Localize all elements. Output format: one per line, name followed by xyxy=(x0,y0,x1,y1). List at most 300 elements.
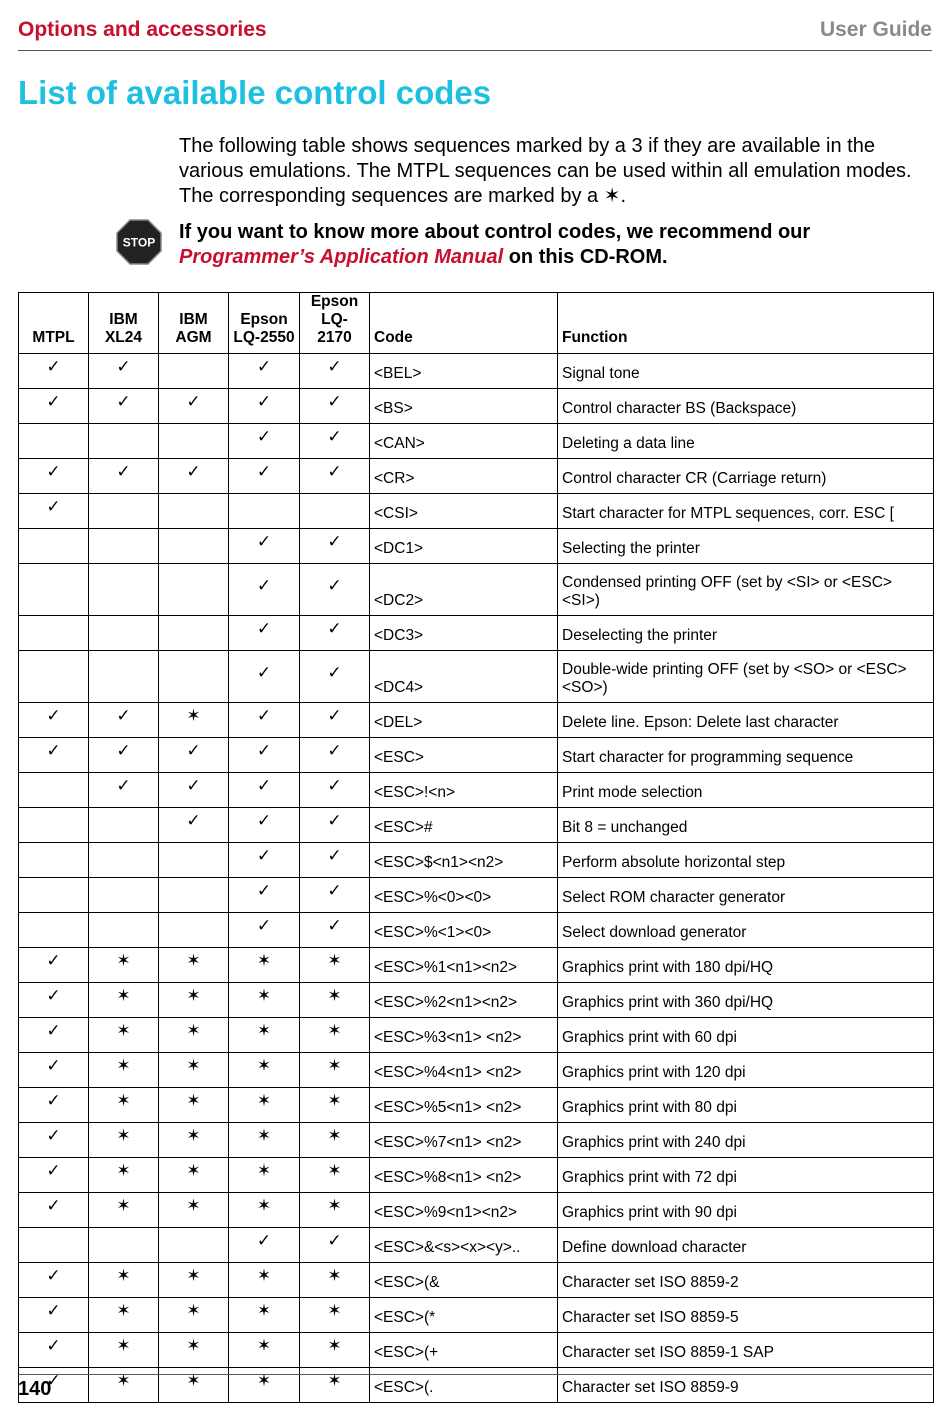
cell-code: <BS> xyxy=(370,389,558,424)
cell-function: Character set ISO 8859-2 xyxy=(558,1263,934,1298)
cell-function: Character set ISO 8859-9 xyxy=(558,1368,934,1403)
availability-mark: ✓ xyxy=(256,427,272,446)
cell-mtpl xyxy=(19,494,89,529)
availability-mark: ✶ xyxy=(256,1056,272,1075)
cell-function: Control character CR (Carriage return) xyxy=(558,459,934,494)
table-row xyxy=(19,703,934,738)
availability-mark: ✓ xyxy=(46,1196,61,1215)
availability-mark: ✓ xyxy=(46,357,61,376)
cell-epson-lq2550 xyxy=(229,1018,300,1053)
cell-function: Condensed printing OFF (set by <SI> or <ESC><SI>) xyxy=(558,564,934,616)
cell-ibm-agm xyxy=(159,1298,229,1333)
cell-epson-lq2170 xyxy=(300,913,370,948)
header-epson-lq2170: Epson LQ-2170 xyxy=(300,293,370,354)
cell-function: Print mode selection xyxy=(558,773,934,808)
availability-mark: ✓ xyxy=(327,811,342,830)
manual-link[interactable]: Programmer’s Application Manual xyxy=(179,246,504,268)
availability-mark: ✓ xyxy=(46,986,61,1005)
cell-mtpl xyxy=(19,948,89,983)
cell-ibm-agm xyxy=(159,1263,229,1298)
availability-mark: ✶ xyxy=(256,1091,272,1110)
cell-epson-lq2550 xyxy=(229,1298,300,1333)
cell-function: Selecting the printer xyxy=(558,529,934,564)
availability-mark: ✓ xyxy=(327,916,342,935)
availability-mark: ✓ xyxy=(256,532,272,551)
cell-code: <DC3> xyxy=(370,616,558,651)
availability-mark: ✓ xyxy=(46,462,61,481)
cell-epson-lq2170 xyxy=(300,1368,370,1403)
availability-mark: ✶ xyxy=(186,1091,201,1110)
cell-mtpl xyxy=(19,1298,89,1333)
availability-mark: ✓ xyxy=(256,706,272,725)
availability-mark: ✓ xyxy=(327,662,342,682)
cell-function: Signal tone xyxy=(558,354,934,389)
availability-mark: ✓ xyxy=(327,619,342,638)
cell-epson-lq2550 xyxy=(229,1123,300,1158)
cell-mtpl xyxy=(19,1228,89,1263)
availability-mark: ✓ xyxy=(256,575,272,595)
cell-code: <DC2> xyxy=(370,564,558,616)
cell-epson-lq2550 xyxy=(229,424,300,459)
availability-mark: ✶ xyxy=(116,1266,131,1285)
table-row xyxy=(19,389,934,424)
cell-mtpl xyxy=(19,354,89,389)
cell-epson-lq2550 xyxy=(229,808,300,843)
footer-divider xyxy=(18,1374,932,1375)
availability-mark: ✓ xyxy=(186,776,201,795)
page-number: 140 xyxy=(18,1378,52,1400)
manual-note xyxy=(179,220,919,270)
availability-mark: ✶ xyxy=(256,1371,272,1390)
cell-epson-lq2170 xyxy=(300,389,370,424)
page-header xyxy=(18,18,932,51)
cell-epson-lq2550 xyxy=(229,1263,300,1298)
availability-mark: ✶ xyxy=(327,1021,342,1040)
availability-mark: ✓ xyxy=(256,811,272,830)
availability-mark: ✓ xyxy=(46,706,61,725)
cell-mtpl xyxy=(19,616,89,651)
cell-ibm-xl24 xyxy=(89,1263,159,1298)
cell-epson-lq2550 xyxy=(229,459,300,494)
cell-mtpl xyxy=(19,878,89,913)
availability-mark: ✓ xyxy=(256,662,272,682)
availability-mark: ✓ xyxy=(46,497,61,516)
availability-mark: ✓ xyxy=(327,706,342,725)
cell-epson-lq2170 xyxy=(300,983,370,1018)
cell-epson-lq2550 xyxy=(229,616,300,651)
cell-ibm-agm xyxy=(159,1228,229,1263)
cell-ibm-agm xyxy=(159,616,229,651)
cell-epson-lq2550 xyxy=(229,878,300,913)
availability-mark: ✶ xyxy=(256,951,272,970)
cell-ibm-agm xyxy=(159,1193,229,1228)
availability-mark: ✓ xyxy=(327,532,342,551)
cell-mtpl xyxy=(19,651,89,703)
cell-epson-lq2170 xyxy=(300,1158,370,1193)
availability-mark: ✶ xyxy=(256,1336,272,1355)
cell-ibm-agm xyxy=(159,1158,229,1193)
cell-epson-lq2170 xyxy=(300,424,370,459)
cell-epson-lq2550 xyxy=(229,1193,300,1228)
cell-epson-lq2550 xyxy=(229,773,300,808)
cell-ibm-agm xyxy=(159,703,229,738)
availability-mark: ✓ xyxy=(46,1021,61,1040)
cell-ibm-xl24 xyxy=(89,1368,159,1403)
availability-mark: ✓ xyxy=(256,776,272,795)
cell-mtpl xyxy=(19,564,89,616)
cell-code: <CSI> xyxy=(370,494,558,529)
availability-mark: ✓ xyxy=(116,462,131,481)
availability-mark: ✓ xyxy=(327,392,342,411)
availability-mark: ✶ xyxy=(327,1161,342,1180)
availability-mark: ✶ xyxy=(327,1336,342,1355)
availability-mark: ✓ xyxy=(256,846,272,865)
cell-code: <ESC>%3<n1> <n2> xyxy=(370,1018,558,1053)
availability-mark: ✶ xyxy=(116,1336,131,1355)
cell-epson-lq2550 xyxy=(229,1368,300,1403)
availability-mark: ✶ xyxy=(256,1301,272,1320)
table-row xyxy=(19,878,934,913)
cell-epson-lq2550 xyxy=(229,948,300,983)
cell-mtpl xyxy=(19,703,89,738)
availability-mark: ✶ xyxy=(116,1091,131,1110)
cell-epson-lq2170 xyxy=(300,564,370,616)
cell-ibm-agm xyxy=(159,1123,229,1158)
cell-ibm-agm xyxy=(159,738,229,773)
table-row xyxy=(19,1298,934,1333)
cell-ibm-agm xyxy=(159,948,229,983)
cell-ibm-xl24 xyxy=(89,564,159,616)
cell-ibm-agm xyxy=(159,529,229,564)
cell-function: Character set ISO 8859-1 SAP xyxy=(558,1333,934,1368)
cell-ibm-xl24 xyxy=(89,424,159,459)
availability-mark: ✶ xyxy=(186,706,201,725)
cell-ibm-agm xyxy=(159,389,229,424)
availability-mark: ✓ xyxy=(256,357,272,376)
availability-mark: ✓ xyxy=(186,741,201,760)
availability-mark: ✶ xyxy=(116,951,131,970)
cell-ibm-xl24 xyxy=(89,1158,159,1193)
cell-function: Define download character xyxy=(558,1228,934,1263)
table-row xyxy=(19,1368,934,1403)
table-row xyxy=(19,459,934,494)
availability-mark: ✓ xyxy=(46,741,61,760)
cell-mtpl xyxy=(19,738,89,773)
cell-function: Graphics print with 360 dpi/HQ xyxy=(558,983,934,1018)
header-code: Code xyxy=(370,293,558,354)
cell-epson-lq2550 xyxy=(229,703,300,738)
cell-ibm-agm xyxy=(159,651,229,703)
table-row xyxy=(19,1193,934,1228)
table-row xyxy=(19,1263,934,1298)
availability-mark: ✓ xyxy=(116,706,131,725)
availability-mark: ✓ xyxy=(46,392,61,411)
cell-code: <ESC>(& xyxy=(370,1263,558,1298)
cell-mtpl xyxy=(19,1088,89,1123)
availability-mark: ✓ xyxy=(256,619,272,638)
cell-epson-lq2170 xyxy=(300,354,370,389)
header-ibm-xl24: IBM XL24 xyxy=(89,293,159,354)
header-ibm-agm: IBM AGM xyxy=(159,293,229,354)
cell-epson-lq2550 xyxy=(229,494,300,529)
availability-mark: ✶ xyxy=(186,1266,201,1285)
cell-code: <ESC>%8<n1> <n2> xyxy=(370,1158,558,1193)
cell-function: Graphics print with 80 dpi xyxy=(558,1088,934,1123)
availability-mark: ✶ xyxy=(256,986,272,1005)
cell-code: <DC1> xyxy=(370,529,558,564)
availability-mark: ✓ xyxy=(46,1266,61,1285)
cell-mtpl xyxy=(19,843,89,878)
cell-function: Deselecting the printer xyxy=(558,616,934,651)
cell-function: Graphics print with 60 dpi xyxy=(558,1018,934,1053)
cell-epson-lq2170 xyxy=(300,1018,370,1053)
cell-ibm-agm xyxy=(159,1088,229,1123)
availability-mark: ✶ xyxy=(186,986,201,1005)
availability-mark: ✶ xyxy=(186,1056,201,1075)
cell-ibm-agm xyxy=(159,878,229,913)
cell-code: <DC4> xyxy=(370,651,558,703)
availability-mark: ✶ xyxy=(256,1266,272,1285)
availability-mark: ✶ xyxy=(186,1371,201,1390)
availability-mark: ✓ xyxy=(327,462,342,481)
cell-code: <CAN> xyxy=(370,424,558,459)
cell-epson-lq2170 xyxy=(300,773,370,808)
page-title: List of available control codes xyxy=(18,74,492,111)
cell-code: <CR> xyxy=(370,459,558,494)
cell-ibm-xl24 xyxy=(89,983,159,1018)
availability-mark: ✶ xyxy=(327,1371,342,1390)
cell-ibm-agm xyxy=(159,1018,229,1053)
cell-epson-lq2170 xyxy=(300,703,370,738)
cell-ibm-xl24 xyxy=(89,389,159,424)
availability-mark: ✓ xyxy=(256,881,272,900)
cell-code: <DEL> xyxy=(370,703,558,738)
cell-code: <ESC># xyxy=(370,808,558,843)
availability-mark: ✓ xyxy=(116,357,131,376)
availability-mark: ✓ xyxy=(116,776,131,795)
availability-mark: ✶ xyxy=(256,1161,272,1180)
availability-mark: ✓ xyxy=(46,1126,61,1145)
availability-mark: ✓ xyxy=(186,392,201,411)
cell-ibm-xl24 xyxy=(89,529,159,564)
cell-function: Control character BS (Backspace) xyxy=(558,389,934,424)
cell-epson-lq2170 xyxy=(300,738,370,773)
cell-ibm-xl24 xyxy=(89,773,159,808)
availability-mark: ✶ xyxy=(256,1021,272,1040)
cell-epson-lq2170 xyxy=(300,616,370,651)
cell-mtpl xyxy=(19,1053,89,1088)
cell-epson-lq2170 xyxy=(300,651,370,703)
cell-function: Select ROM character generator xyxy=(558,878,934,913)
cell-ibm-xl24 xyxy=(89,948,159,983)
intro-paragraph: The following table shows sequences marked by a 3 if they are available in the various emulations. The MTPL sequences can be used within all emulation modes. The corresponding sequences are marked by a ✶. xyxy=(179,135,912,207)
cell-mtpl xyxy=(19,773,89,808)
cell-ibm-agm xyxy=(159,983,229,1018)
guide-title: User Guide xyxy=(819,18,932,41)
table-row xyxy=(19,494,934,529)
table-row xyxy=(19,564,934,616)
cell-function: Graphics print with 120 dpi xyxy=(558,1053,934,1088)
availability-mark: ✓ xyxy=(186,811,201,830)
table-row xyxy=(19,651,934,703)
cell-ibm-xl24 xyxy=(89,1018,159,1053)
cell-epson-lq2550 xyxy=(229,389,300,424)
section-title: Options and accessories xyxy=(18,18,267,41)
cell-epson-lq2170 xyxy=(300,1298,370,1333)
availability-mark: ✶ xyxy=(186,1161,201,1180)
header-epson-lq2550: Epson LQ-2550 xyxy=(229,293,300,354)
table-row xyxy=(19,1228,934,1263)
availability-mark: ✶ xyxy=(116,986,131,1005)
cell-epson-lq2550 xyxy=(229,1053,300,1088)
availability-mark: ✶ xyxy=(186,1126,201,1145)
cell-ibm-xl24 xyxy=(89,1123,159,1158)
availability-mark: ✓ xyxy=(256,392,272,411)
cell-ibm-xl24 xyxy=(89,878,159,913)
cell-ibm-agm xyxy=(159,564,229,616)
availability-mark: ✶ xyxy=(327,986,342,1005)
cell-ibm-xl24 xyxy=(89,1088,159,1123)
availability-mark: ✶ xyxy=(186,1196,201,1215)
cell-mtpl xyxy=(19,913,89,948)
availability-mark: ✓ xyxy=(46,951,61,970)
cell-ibm-agm xyxy=(159,354,229,389)
cell-epson-lq2170 xyxy=(300,1193,370,1228)
availability-mark: ✓ xyxy=(327,741,342,760)
cell-ibm-agm xyxy=(159,1333,229,1368)
availability-mark: ✓ xyxy=(256,741,272,760)
cell-ibm-xl24 xyxy=(89,1228,159,1263)
cell-epson-lq2170 xyxy=(300,808,370,843)
cell-mtpl xyxy=(19,1193,89,1228)
cell-mtpl xyxy=(19,1123,89,1158)
availability-mark: ✶ xyxy=(186,1336,201,1355)
availability-mark: ✓ xyxy=(256,1231,272,1250)
availability-mark: ✓ xyxy=(327,776,342,795)
availability-mark: ✓ xyxy=(256,462,272,481)
availability-mark: ✶ xyxy=(186,1301,201,1320)
cell-code: <ESC>!<n> xyxy=(370,773,558,808)
availability-mark: ✶ xyxy=(256,1126,272,1145)
cell-code: <BEL> xyxy=(370,354,558,389)
stop-sign-label: STOP xyxy=(122,235,156,250)
cell-code: <ESC>%9<n1><n2> xyxy=(370,1193,558,1228)
cell-ibm-xl24 xyxy=(89,459,159,494)
availability-mark: ✶ xyxy=(327,951,342,970)
cell-epson-lq2550 xyxy=(229,651,300,703)
availability-mark: ✶ xyxy=(116,1196,131,1215)
cell-epson-lq2550 xyxy=(229,354,300,389)
availability-mark: ✓ xyxy=(46,1371,61,1390)
table-row xyxy=(19,983,934,1018)
cell-mtpl xyxy=(19,983,89,1018)
cell-ibm-xl24 xyxy=(89,1333,159,1368)
cell-mtpl xyxy=(19,1333,89,1368)
cell-mtpl xyxy=(19,1263,89,1298)
availability-mark: ✓ xyxy=(256,916,272,935)
cell-code: <ESC>(* xyxy=(370,1298,558,1333)
cell-epson-lq2170 xyxy=(300,878,370,913)
cell-code: <ESC>%2<n1><n2> xyxy=(370,983,558,1018)
cell-function: Double-wide printing OFF (set by <SO> or <ESC><SO>) xyxy=(558,651,934,703)
availability-mark: ✶ xyxy=(327,1126,342,1145)
availability-mark: ✶ xyxy=(256,1196,272,1215)
cell-epson-lq2550 xyxy=(229,913,300,948)
availability-mark: ✶ xyxy=(327,1266,342,1285)
table-row xyxy=(19,354,934,389)
cell-code: <ESC>%7<n1> <n2> xyxy=(370,1123,558,1158)
cell-ibm-xl24 xyxy=(89,651,159,703)
cell-epson-lq2170 xyxy=(300,1053,370,1088)
table-row xyxy=(19,808,934,843)
cell-ibm-xl24 xyxy=(89,1053,159,1088)
cell-code: <ESC> xyxy=(370,738,558,773)
availability-mark: ✶ xyxy=(327,1196,342,1215)
cell-code: <ESC>%<1><0> xyxy=(370,913,558,948)
cell-ibm-xl24 xyxy=(89,1298,159,1333)
cell-function: Graphics print with 90 dpi xyxy=(558,1193,934,1228)
cell-function: Delete line. Epson: Delete last character xyxy=(558,703,934,738)
cell-epson-lq2550 xyxy=(229,738,300,773)
cell-ibm-xl24 xyxy=(89,738,159,773)
cell-mtpl xyxy=(19,808,89,843)
table-row xyxy=(19,1123,934,1158)
table-row xyxy=(19,529,934,564)
cell-epson-lq2170 xyxy=(300,948,370,983)
cell-epson-lq2170 xyxy=(300,1123,370,1158)
cell-epson-lq2170 xyxy=(300,529,370,564)
table-row xyxy=(19,1018,934,1053)
availability-mark: ✓ xyxy=(116,741,131,760)
cell-mtpl xyxy=(19,389,89,424)
table-row xyxy=(19,1333,934,1368)
cell-ibm-agm xyxy=(159,913,229,948)
availability-mark: ✶ xyxy=(116,1021,131,1040)
cell-ibm-xl24 xyxy=(89,808,159,843)
cell-code: <ESC>%1<n1><n2> xyxy=(370,948,558,983)
cell-function: Start character for programming sequence xyxy=(558,738,934,773)
cell-ibm-agm xyxy=(159,773,229,808)
availability-mark: ✓ xyxy=(46,1091,61,1110)
availability-mark: ✓ xyxy=(186,462,201,481)
table-row xyxy=(19,948,934,983)
cell-code: <ESC>$<n1><n2> xyxy=(370,843,558,878)
cell-code: <ESC>(+ xyxy=(370,1333,558,1368)
availability-mark: ✶ xyxy=(116,1371,131,1390)
cell-epson-lq2170 xyxy=(300,1228,370,1263)
cell-epson-lq2550 xyxy=(229,1333,300,1368)
cell-ibm-agm xyxy=(159,1368,229,1403)
header-mtpl: MTPL xyxy=(19,293,89,354)
cell-function: Perform absolute horizontal step xyxy=(558,843,934,878)
cell-function: Bit 8 = unchanged xyxy=(558,808,934,843)
cell-mtpl xyxy=(19,529,89,564)
note-text-before: If you want to know more about control codes, we recommend our xyxy=(179,221,811,243)
cell-epson-lq2550 xyxy=(229,1088,300,1123)
note-text-after: on this CD-ROM. xyxy=(503,246,668,268)
availability-mark: ✶ xyxy=(116,1126,131,1145)
availability-mark: ✓ xyxy=(327,881,342,900)
availability-mark: ✶ xyxy=(116,1301,131,1320)
cell-ibm-xl24 xyxy=(89,494,159,529)
availability-mark: ✶ xyxy=(116,1056,131,1075)
cell-code: <ESC>%<0><0> xyxy=(370,878,558,913)
cell-mtpl xyxy=(19,1158,89,1193)
cell-mtpl xyxy=(19,424,89,459)
cell-epson-lq2170 xyxy=(300,1333,370,1368)
cell-epson-lq2170 xyxy=(300,843,370,878)
cell-ibm-agm xyxy=(159,843,229,878)
